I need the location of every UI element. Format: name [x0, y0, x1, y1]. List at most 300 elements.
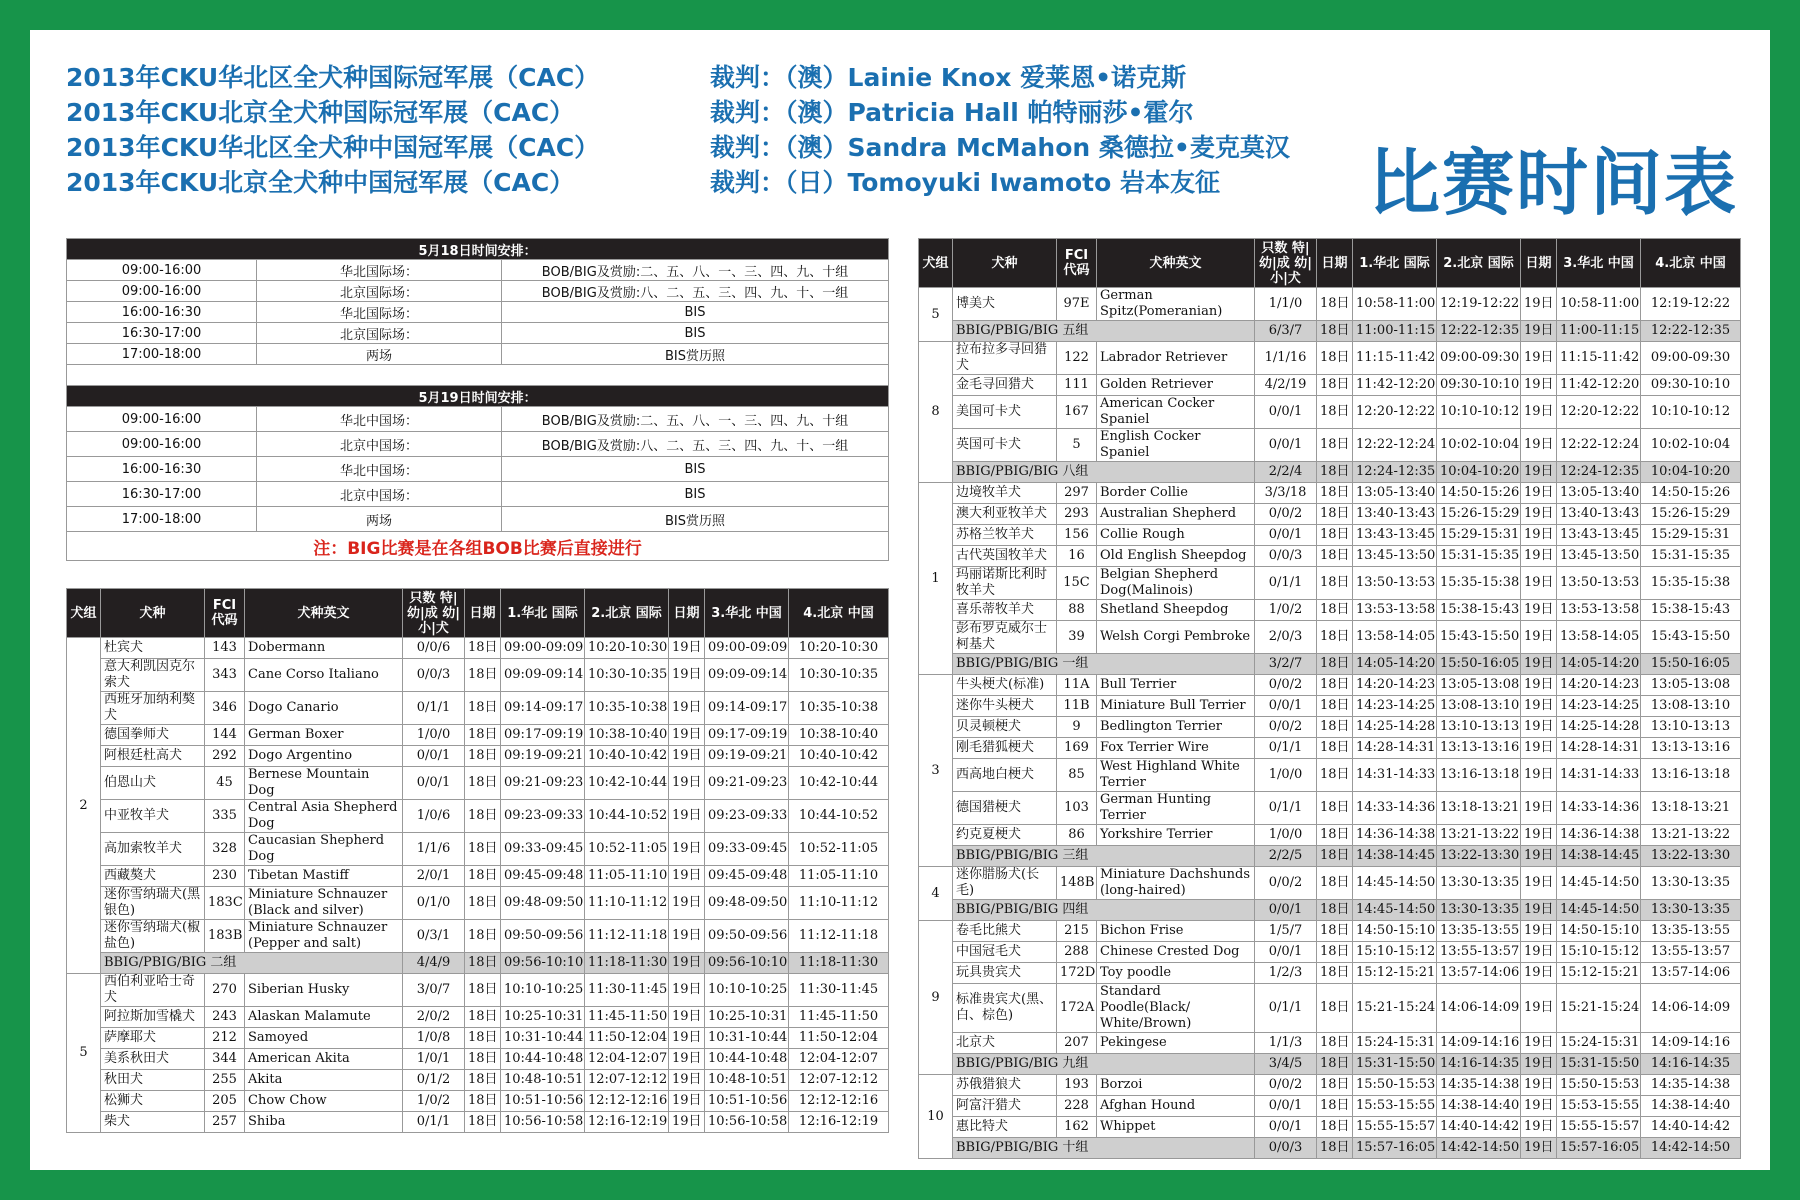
date-day2: 19日	[1521, 546, 1557, 567]
breed-en: Border Collie	[1097, 483, 1255, 504]
breed-cn: 杜宾犬	[101, 638, 205, 659]
date-day2: 19日	[1521, 462, 1557, 483]
summary-label: BBIG/PBIG/BIG 五组	[953, 321, 1255, 342]
header-group: 犬组	[67, 589, 101, 638]
ring-2-time: 13:30-13:35	[1437, 867, 1521, 900]
schedule-row	[67, 344, 889, 365]
table-row	[67, 1112, 889, 1133]
ring-3-time: 14:45-14:50	[1557, 867, 1641, 900]
breed-cn: 萨摩耶犬	[101, 1028, 205, 1049]
breed-en: Belgian Shepherd Dog(Malinois)	[1097, 567, 1255, 600]
breed-cn: 意大利凯因克尔索犬	[101, 659, 205, 692]
header-date2: 日期	[1521, 239, 1557, 288]
header-ring1: 1.华北 国际	[501, 589, 585, 638]
summary-count: 0/0/1	[1255, 900, 1317, 921]
schedule-row	[67, 457, 889, 482]
breed-en: Cane Corso Italiano	[245, 659, 403, 692]
ring-4-time: 14:16-14:35	[1641, 1054, 1741, 1075]
date-day1: 18日	[465, 920, 501, 953]
ring-1-time: 10:10-10:25	[501, 974, 585, 1007]
entry-count: 1/0/8	[403, 1028, 465, 1049]
breed-cn: 德国猎梗犬	[953, 792, 1057, 825]
fci-code: 156	[1057, 525, 1097, 546]
entry-count: 0/0/1	[1255, 396, 1317, 429]
entry-count: 4/2/19	[1255, 375, 1317, 396]
table-row	[919, 546, 1741, 567]
table-row	[919, 825, 1741, 846]
breed-en: Bull Terrier	[1097, 675, 1255, 696]
breed-en: American Cocker Spaniel	[1097, 396, 1255, 429]
summary-count: 6/3/7	[1255, 321, 1317, 342]
schedule-row	[67, 407, 889, 432]
ring-2-time: 11:30-11:45	[585, 974, 669, 1007]
date-day1: 18日	[1317, 984, 1353, 1033]
date-day1: 18日	[465, 1091, 501, 1112]
entry-count: 2/0/3	[1255, 621, 1317, 654]
ring-3-time: 09:09-09:14	[705, 659, 789, 692]
ring-3-time: 15:50-15:53	[1557, 1075, 1641, 1096]
breed-en: English Cocker Spaniel	[1097, 429, 1255, 462]
event-title-4: 2013年CKU北京全犬种中国冠军展（CAC）	[66, 168, 575, 197]
date-day1: 18日	[465, 746, 501, 767]
fci-code: 297	[1057, 483, 1097, 504]
summary-label: BBIG/PBIG/BIG 九组	[953, 1054, 1255, 1075]
breed-en: Toy poodle	[1097, 963, 1255, 984]
date-day1: 18日	[1317, 675, 1353, 696]
ring-3-time: 14:28-14:31	[1557, 738, 1641, 759]
fci-code: 183B	[205, 920, 245, 953]
table-row	[919, 525, 1741, 546]
breed-en: Old English Sheepdog	[1097, 546, 1255, 567]
fci-code: 193	[1057, 1075, 1097, 1096]
schedule-time: 09:00-16:00	[67, 281, 257, 302]
ring-3-time: 14:20-14:23	[1557, 675, 1641, 696]
schedule-row	[67, 507, 889, 532]
date-day2: 19日	[669, 1070, 705, 1091]
ring-1-time: 12:22-12:24	[1353, 429, 1437, 462]
breed-en: Samoyed	[245, 1028, 403, 1049]
table-row	[919, 504, 1741, 525]
table-row	[919, 1117, 1741, 1138]
ring-1-time: 14:20-14:23	[1353, 675, 1437, 696]
date-day2: 19日	[669, 659, 705, 692]
ring-2-time: 15:38-15:43	[1437, 600, 1521, 621]
breed-cn: 阿富汗猎犬	[953, 1096, 1057, 1117]
summary-label: BBIG/PBIG/BIG 四组	[953, 900, 1255, 921]
date-day2: 19日	[1521, 846, 1557, 867]
table-row	[67, 659, 889, 692]
schedule-activity: BOB/BIG及赏励:八、二、五、三、四、九、十、一组	[502, 281, 889, 302]
table-row	[67, 1049, 889, 1070]
ring-3-time: 11:42-12:20	[1557, 375, 1641, 396]
fci-code: 172A	[1057, 984, 1097, 1033]
breed-en: Fox Terrier Wire	[1097, 738, 1255, 759]
date-day1: 18日	[465, 659, 501, 692]
breed-en: Pekingese	[1097, 1033, 1255, 1054]
ring-3-time: 10:58-11:00	[1557, 288, 1641, 321]
entry-count: 0/0/1	[1255, 1096, 1317, 1117]
breed-cn: 美国可卡犬	[953, 396, 1057, 429]
judge-line-3	[710, 128, 1290, 164]
ring-4-time: 12:19-12:22	[1641, 288, 1741, 321]
ring-2-time: 15:26-15:29	[1437, 504, 1521, 525]
date-day1: 18日	[1317, 567, 1353, 600]
ring-4-time: 10:30-10:35	[789, 659, 889, 692]
breed-en: Caucasian Shepherd Dog	[245, 833, 403, 866]
schedule-row	[67, 482, 889, 507]
ring-3-time: 13:58-14:05	[1557, 621, 1641, 654]
ring-4-time: 10:38-10:40	[789, 725, 889, 746]
ring-4-time: 13:18-13:21	[1641, 792, 1741, 825]
fci-code: 111	[1057, 375, 1097, 396]
entry-count: 2/0/1	[403, 866, 465, 887]
ring-4-time: 11:45-11:50	[789, 1007, 889, 1028]
entry-count: 1/0/0	[1255, 825, 1317, 846]
date-day1: 18日	[1317, 759, 1353, 792]
schedule-time: 09:00-16:00	[67, 407, 257, 432]
entry-count: 0/0/1	[403, 746, 465, 767]
ring-1-time: 13:50-13:53	[1353, 567, 1437, 600]
breed-cn: 博美犬	[953, 288, 1057, 321]
date-day1: 18日	[465, 638, 501, 659]
table-row	[67, 725, 889, 746]
fci-code: 5	[1057, 429, 1097, 462]
entry-count: 0/0/2	[1255, 1075, 1317, 1096]
poster-board	[30, 30, 1770, 1170]
group-summary-row	[919, 1054, 1741, 1075]
table-row	[67, 1028, 889, 1049]
ring-4-time: 13:13-13:16	[1641, 738, 1741, 759]
judge-name: （日）Tomoyuki Iwamoto 岩本友征	[785, 168, 1220, 197]
ring-4-time: 13:30-13:35	[1641, 867, 1741, 900]
group-summary-row	[919, 846, 1741, 867]
date-day2: 19日	[1521, 1054, 1557, 1075]
date-day2: 19日	[669, 800, 705, 833]
judge-label: 裁判：	[710, 98, 786, 127]
entry-count: 1/2/3	[1255, 963, 1317, 984]
header-ring3: 3.华北 中国	[1557, 239, 1641, 288]
ring-1-time: 10:58-11:00	[1353, 288, 1437, 321]
date-day2: 19日	[1521, 600, 1557, 621]
breed-cn: 贝灵顿梗犬	[953, 717, 1057, 738]
date-day1: 18日	[1317, 1033, 1353, 1054]
breed-cn: 西藏獒犬	[101, 866, 205, 887]
breed-en: Labrador Retriever	[1097, 342, 1255, 375]
ring-3-time: 14:45-14:50	[1557, 900, 1641, 921]
date-day2: 19日	[1521, 963, 1557, 984]
entry-count: 1/0/2	[1255, 600, 1317, 621]
entry-count: 1/1/3	[1255, 1033, 1317, 1054]
fci-code: 97E	[1057, 288, 1097, 321]
ring-4-time: 14:09-14:16	[1641, 1033, 1741, 1054]
ring-2-time: 14:40-14:42	[1437, 1117, 1521, 1138]
breed-en: Whippet	[1097, 1117, 1255, 1138]
ring-1-time: 09:17-09:19	[501, 725, 585, 746]
entry-count: 1/1/0	[1255, 288, 1317, 321]
date-day2: 19日	[1521, 396, 1557, 429]
ring-4-time: 15:31-15:35	[1641, 546, 1741, 567]
ring-1-time: 11:15-11:42	[1353, 342, 1437, 375]
breed-en: Dobermann	[245, 638, 403, 659]
date-day1: 18日	[1317, 963, 1353, 984]
ring-3-time: 09:14-09:17	[705, 692, 789, 725]
schedule-venue: 北京中国场：	[257, 482, 502, 507]
fci-code: 172D	[1057, 963, 1097, 984]
fci-code: 88	[1057, 600, 1097, 621]
summary-count: 4/4/9	[403, 953, 465, 974]
ring-4-time: 13:22-13:30	[1641, 846, 1741, 867]
breed-en: German Boxer	[245, 725, 403, 746]
page-title: 比赛时间表	[1368, 141, 1739, 225]
breed-cn: 标准贵宾犬(黑、白、棕色)	[953, 984, 1057, 1033]
date-day2: 19日	[1521, 525, 1557, 546]
summary-label: BBIG/PBIG/BIG 十组	[953, 1138, 1255, 1159]
ring-1-time: 14:36-14:38	[1353, 825, 1437, 846]
header-count: 只数 特|幼|成 幼|小|犬	[403, 589, 465, 638]
breed-en: Shetland Sheepdog	[1097, 600, 1255, 621]
ring-2-time: 11:10-11:12	[585, 887, 669, 920]
date-day1: 18日	[1317, 1096, 1353, 1117]
date-day1: 18日	[465, 1028, 501, 1049]
breed-en: Yorkshire Terrier	[1097, 825, 1255, 846]
ring-1-time: 10:44-10:48	[501, 1049, 585, 1070]
breed-en: Tibetan Mastiff	[245, 866, 403, 887]
date-day1: 18日	[465, 833, 501, 866]
ring-1-time: 12:24-12:35	[1353, 462, 1437, 483]
ring-3-time: 09:17-09:19	[705, 725, 789, 746]
ring-1-time: 09:19-09:21	[501, 746, 585, 767]
schedule-venue: 华北国际场：	[257, 302, 502, 323]
ring-2-time: 13:18-13:21	[1437, 792, 1521, 825]
table-row	[919, 963, 1741, 984]
entry-count: 0/1/2	[403, 1070, 465, 1091]
date-day2: 19日	[1521, 921, 1557, 942]
ring-1-time: 13:05-13:40	[1353, 483, 1437, 504]
ring-1-time: 14:25-14:28	[1353, 717, 1437, 738]
entry-count: 0/0/2	[1255, 504, 1317, 525]
table-row	[919, 483, 1741, 504]
ring-2-time: 09:00-09:30	[1437, 342, 1521, 375]
schedule-time: 16:00-16:30	[67, 302, 257, 323]
breed-cn: 伯恩山犬	[101, 767, 205, 800]
ring-3-time: 09:45-09:48	[705, 866, 789, 887]
ring-2-time: 14:50-15:26	[1437, 483, 1521, 504]
breed-cn: 迷你雪纳瑞犬(黑银色)	[101, 887, 205, 920]
ring-2-time: 15:43-15:50	[1437, 621, 1521, 654]
group-summary-row	[919, 462, 1741, 483]
breed-en: Chow Chow	[245, 1091, 403, 1112]
breed-cn: 惠比特犬	[953, 1117, 1057, 1138]
schedule-day-title: 5月18日时间安排：	[67, 239, 889, 260]
ring-2-time: 11:50-12:04	[585, 1028, 669, 1049]
schedule-activity: BIS赏历照	[502, 507, 889, 532]
date-day2: 19日	[1521, 1117, 1557, 1138]
schedule-note-row	[67, 532, 889, 561]
event-title-1: 2013年CKU华北区全犬种国际冠军展（CAC）	[66, 63, 600, 92]
date-day2: 19日	[669, 1049, 705, 1070]
entry-count: 1/0/2	[403, 1091, 465, 1112]
entry-count: 3/0/7	[403, 974, 465, 1007]
breed-cn: 喜乐蒂牧羊犬	[953, 600, 1057, 621]
table-row	[919, 717, 1741, 738]
breed-cn: 西班牙加纳利獒犬	[101, 692, 205, 725]
schedule-activity: BIS	[502, 457, 889, 482]
schedule-activity: BOB/BIG及赏励:二、五、八、一、三、四、九、十组	[502, 260, 889, 281]
ring-3-time: 14:23-14:25	[1557, 696, 1641, 717]
breed-en: Bernese Mountain Dog	[245, 767, 403, 800]
group-number: 5	[67, 974, 101, 1133]
date-day1: 18日	[1317, 525, 1353, 546]
fci-code: 39	[1057, 621, 1097, 654]
judge-name: （澳）Patricia Hall 帕特丽莎•霍尔	[785, 98, 1194, 127]
table-row	[919, 792, 1741, 825]
ring-4-time: 13:21-13:22	[1641, 825, 1741, 846]
date-day1: 18日	[1317, 1075, 1353, 1096]
ring-4-time: 14:50-15:26	[1641, 483, 1741, 504]
breed-cn: 西高地白梗犬	[953, 759, 1057, 792]
date-day2: 19日	[1521, 984, 1557, 1033]
ring-3-time: 09:19-09:21	[705, 746, 789, 767]
ring-1-time: 09:23-09:33	[501, 800, 585, 833]
ring-4-time: 13:35-13:55	[1641, 921, 1741, 942]
date-day1: 18日	[1317, 717, 1353, 738]
ring-2-time: 14:42-14:50	[1437, 1138, 1521, 1159]
ring-2-time: 10:35-10:38	[585, 692, 669, 725]
ring-2-time: 15:31-15:35	[1437, 546, 1521, 567]
ring-4-time: 13:10-13:13	[1641, 717, 1741, 738]
table-row	[919, 1075, 1741, 1096]
judge-label: 裁判：	[710, 133, 786, 162]
ring-3-time: 12:24-12:35	[1557, 462, 1641, 483]
ring-1-time: 15:21-15:24	[1353, 984, 1437, 1033]
fci-code: 122	[1057, 342, 1097, 375]
ring-2-time: 15:35-15:38	[1437, 567, 1521, 600]
judge-line-2	[710, 93, 1193, 129]
date-day1: 18日	[465, 887, 501, 920]
breed-cn: 古代英国牧羊犬	[953, 546, 1057, 567]
fci-code: 228	[1057, 1096, 1097, 1117]
ring-1-time: 09:00-09:09	[501, 638, 585, 659]
entry-count: 0/3/1	[403, 920, 465, 953]
ring-2-time: 10:52-11:05	[585, 833, 669, 866]
breed-en: West Highland White Terrier	[1097, 759, 1255, 792]
entry-count: 0/0/6	[403, 638, 465, 659]
breed-cn: 边境牧羊犬	[953, 483, 1057, 504]
table-row	[67, 974, 889, 1007]
table-row	[919, 342, 1741, 375]
ring-3-time: 10:51-10:56	[705, 1091, 789, 1112]
date-day1: 18日	[465, 1007, 501, 1028]
breed-cn: 美系秋田犬	[101, 1049, 205, 1070]
ring-2-time: 13:30-13:35	[1437, 900, 1521, 921]
date-day2: 19日	[669, 1112, 705, 1133]
ring-3-time: 13:50-13:53	[1557, 567, 1641, 600]
date-day2: 19日	[1521, 321, 1557, 342]
ring-2-time: 12:22-12:35	[1437, 321, 1521, 342]
ring-4-time: 13:16-13:18	[1641, 759, 1741, 792]
ring-1-time: 10:48-10:51	[501, 1070, 585, 1091]
entry-count: 0/0/2	[1255, 867, 1317, 900]
group-summary-row	[919, 321, 1741, 342]
ring-2-time: 12:04-12:07	[585, 1049, 669, 1070]
date-day2: 19日	[1521, 567, 1557, 600]
entry-count: 0/0/1	[403, 767, 465, 800]
table-row	[919, 759, 1741, 792]
ring-2-time: 10:44-10:52	[585, 800, 669, 833]
schedule-row	[67, 281, 889, 302]
ring-1-time: 15:24-15:31	[1353, 1033, 1437, 1054]
breed-cn: 中国冠毛犬	[953, 942, 1057, 963]
fci-code: 144	[205, 725, 245, 746]
entry-count: 1/5/7	[1255, 921, 1317, 942]
breed-schedule-table-right	[918, 238, 1741, 1159]
ring-2-time: 15:29-15:31	[1437, 525, 1521, 546]
schedule-activity: BIS	[502, 302, 889, 323]
breed-en: German Spitz(Pomeranian)	[1097, 288, 1255, 321]
date-day2: 19日	[1521, 867, 1557, 900]
ring-2-time: 10:38-10:40	[585, 725, 669, 746]
ring-2-time: 10:20-10:30	[585, 638, 669, 659]
ring-1-time: 09:14-09:17	[501, 692, 585, 725]
ring-3-time: 13:43-13:45	[1557, 525, 1641, 546]
fci-code: 143	[205, 638, 245, 659]
date-day2: 19日	[1521, 504, 1557, 525]
ring-2-time: 09:30-10:10	[1437, 375, 1521, 396]
date-day1: 18日	[1317, 621, 1353, 654]
ring-1-time: 09:48-09:50	[501, 887, 585, 920]
fci-code: 103	[1057, 792, 1097, 825]
table-row	[919, 1096, 1741, 1117]
header-group: 犬组	[919, 239, 953, 288]
header-ring4: 4.北京 中国	[789, 589, 889, 638]
judge-label: 裁判：	[710, 168, 786, 197]
ring-3-time: 14:33-14:36	[1557, 792, 1641, 825]
ring-1-time: 15:12-15:21	[1353, 963, 1437, 984]
breed-cn: 卷毛比熊犬	[953, 921, 1057, 942]
date-day1: 18日	[465, 953, 501, 974]
entry-count: 1/1/6	[403, 833, 465, 866]
schedule-spacer	[67, 365, 889, 386]
ring-1-time: 14:45-14:50	[1353, 900, 1437, 921]
breed-en: Central Asia Shepherd Dog	[245, 800, 403, 833]
header-fci: FCI代码	[205, 589, 245, 638]
table-row	[67, 833, 889, 866]
table-row	[919, 675, 1741, 696]
table-row	[919, 396, 1741, 429]
judge-name: （澳）Sandra McMahon 桑德拉•麦克莫汉	[785, 133, 1290, 162]
entry-count: 0/0/3	[403, 659, 465, 692]
ring-4-time: 15:50-16:05	[1641, 654, 1741, 675]
table-row	[67, 638, 889, 659]
schedule-venue: 北京国际场：	[257, 281, 502, 302]
ring-2-time: 12:19-12:22	[1437, 288, 1521, 321]
date-day2: 19日	[1521, 696, 1557, 717]
summary-count: 3/2/7	[1255, 654, 1317, 675]
ring-1-time: 14:05-14:20	[1353, 654, 1437, 675]
ring-4-time: 12:16-12:19	[789, 1112, 889, 1133]
date-day1: 18日	[1317, 1138, 1353, 1159]
breed-en: Australian Shepherd	[1097, 504, 1255, 525]
fci-code: 293	[1057, 504, 1097, 525]
date-day2: 19日	[1521, 342, 1557, 375]
ring-2-time: 11:18-11:30	[585, 953, 669, 974]
table-row	[919, 867, 1741, 900]
ring-3-time: 10:48-10:51	[705, 1070, 789, 1091]
ring-2-time: 13:55-13:57	[1437, 942, 1521, 963]
date-day2: 19日	[1521, 429, 1557, 462]
ring-2-time: 13:16-13:18	[1437, 759, 1521, 792]
summary-label: BBIG/PBIG/BIG 二组	[101, 953, 403, 974]
